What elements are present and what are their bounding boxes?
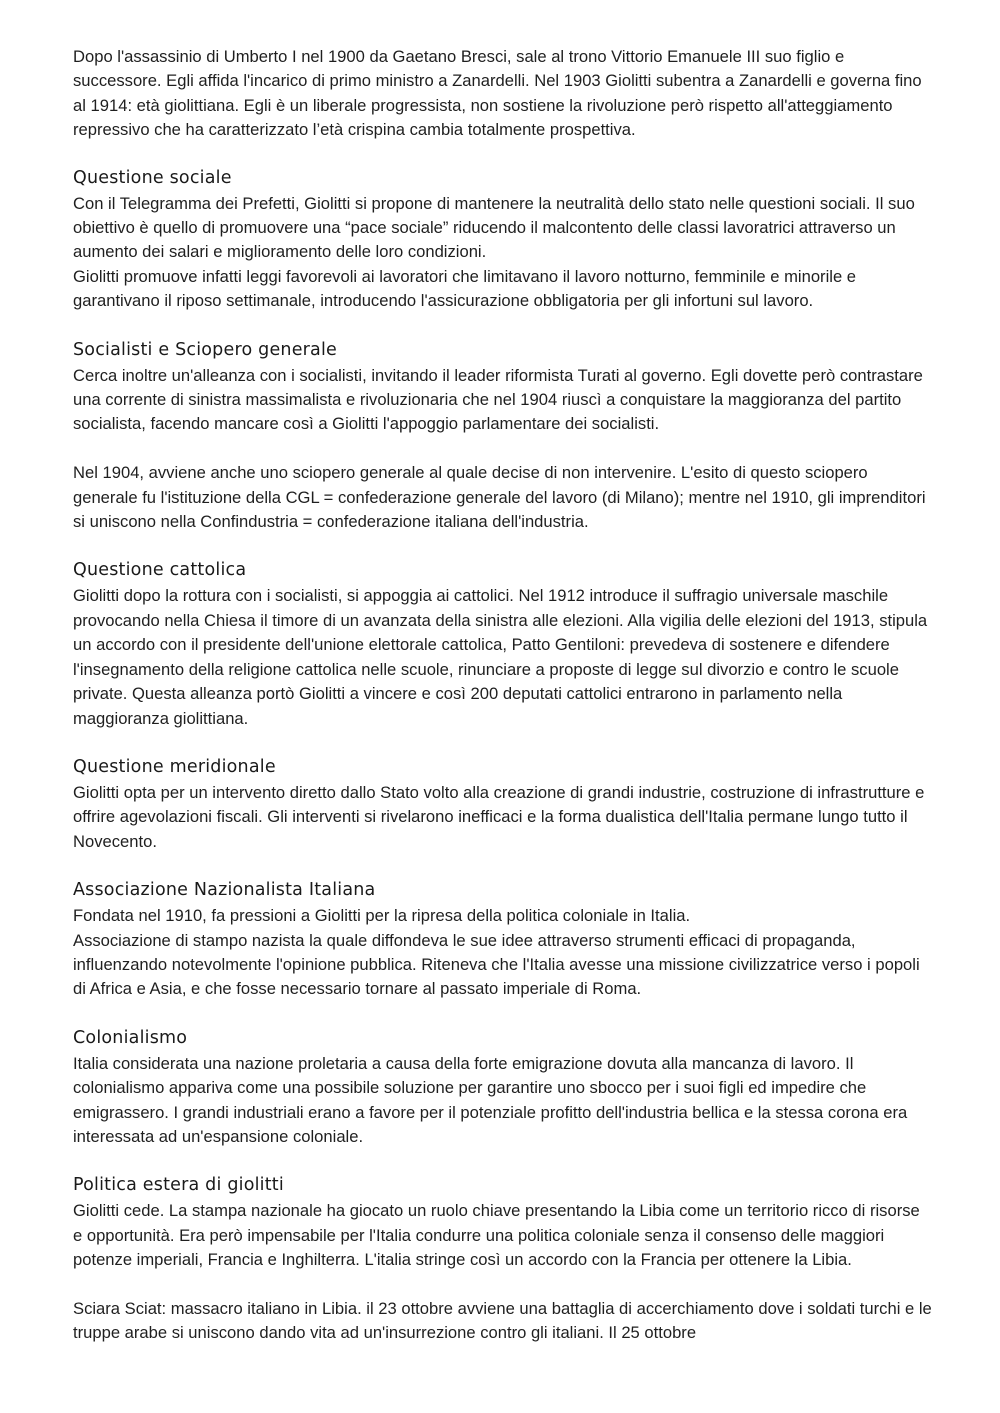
section-questione-cattolica xyxy=(73,559,933,730)
section-paragraph: Sciara Sciat: massacro italiano in Libia. il 23 ottobre avviene una battaglia di accerchiamento dove i soldati turchi e le truppe arabe si uniscono dando vita ad un'insurrezione contro gli italiani. Il 25 ottobre xyxy=(73,1299,932,1343)
section-paragraph: Associazione di stampo nazista la quale diffondeva le sue idee attraverso strumenti efficaci di propaganda, influenzando notevolmente l'opinione pubblica. Riteneva che l'Italia avesse una missione civilizzatrice verso i popoli di Africa e Asia, e che fosse necessario tornare al passato imperiale di Roma. xyxy=(73,930,920,999)
section-paragraph: Con il Telegramma dei Prefetti, Giolitti si propone di mantenere la neutralità dello stato nelle questioni sociali. Il suo obiettivo è quello di promuovere una “pace sociale” riducendo il malcontento delle classi lavoratrici attraverso un aumento dei salari e miglioramento delle loro condizioni. xyxy=(73,193,915,262)
section-associazione-nazionalista xyxy=(73,879,933,1002)
section-paragraph: Nel 1904, avviene anche uno sciopero generale al quale decise di non intervenire. L'esito di questo sciopero generale fu l'istituzione della CGL = confederazione generale del lavoro (di Milano); mentre nel 1910, gli imprenditori si uniscono nella Confindustria = confederazione italiana dell'industria. xyxy=(73,463,926,532)
document-page xyxy=(73,45,933,1346)
section-paragraph: Giolitti dopo la rottura con i socialisti, si appoggia ai cattolici. Nel 1912 introduce il suffragio universale maschile provocando nella Chiesa il timore di un avanzata della sinistra alle elezioni. Alla vigilia delle elezioni del 1913, stipula un accordo con il presidente dell'unione elettorale cattolica, Patto Gentiloni: prevedeva di sostenere e difendere l'insegnamento della religione cattolica nelle scuole, rinunciare a proposte di legge sul divorzio e contro le scuole private. Questa alleanza portò Giolitti a vincere e così 200 deputati cattolici entrarono in parlamento nella maggioranza giolittiana. xyxy=(73,586,928,728)
section-paragraph: Giolitti cede. La stampa nazionale ha giocato un ruolo chiave presentando la Libia come un territorio ricco di risorse e opportunità. Era però impensabile per l'Italia condurre una politica coloniale senza il consenso delle maggiori potenze imperiali, Francia e Inghilterra. L'italia stringe così un accordo con la Francia per ottenere la Libia. xyxy=(73,1201,920,1270)
section-heading: Questione meridionale xyxy=(73,756,276,777)
section-socialisti-sciopero xyxy=(73,339,933,535)
section-colonialismo xyxy=(73,1027,933,1150)
section-paragraph: Giolitti promuove infatti leggi favorevoli ai lavoratori che limitavano il lavoro notturno, femminile e minorile e garantivano il riposo settimanale, introducendo l'assicurazione obbligatoria per gli infortuni sul lavoro. xyxy=(73,266,857,311)
intro-paragraph: Dopo l'assassinio di Umberto I nel 1900 da Gaetano Bresci, sale al trono Vittorio Emanuele III suo figlio e successore. Egli affida l'incarico di primo ministro a Zanardelli. Nel 1903 Giolitti subentra a Zanardelli e governa fino al 1914: età giolittiana. Egli è un liberale progressista, non sostiene la rivoluzione però rispetto all'atteggiamento repressivo che ha caratterizzato l’età crispina cambia totalmente prospettiva. xyxy=(73,47,922,140)
section-heading: Socialisti e Sciopero generale xyxy=(73,339,338,360)
section-heading: Questione sociale xyxy=(73,167,232,188)
section-paragraph: Italia considerata una nazione proletaria a causa della forte emigrazione dovuta alla mancanza di lavoro. Il colonialismo appariva come una possibile soluzione per garantire uno sbocco per i suoi figli ed impedire che emigrassero. I grandi industriali erano a favore per il potenziale profitto dell'industria bellica e la stessa corona era interessata ad un'espansione coloniale. xyxy=(73,1053,908,1146)
section-paragraph: Fondata nel 1910, fa pressioni a Giolitti per la ripresa della politica coloniale in Italia. xyxy=(73,906,691,926)
section-heading: Associazione Nazionalista Italiana xyxy=(73,880,376,901)
section-questione-meridionale xyxy=(73,756,933,854)
section-paragraph: Giolitti opta per un intervento diretto dallo Stato volto alla creazione di grandi industrie, costruzione di infrastrutture e offrire agevolazioni fiscali. Gli interventi si rivelarono inefficaci e la forma dualistica dell'Italia permane lungo tutto il Novecento. xyxy=(73,782,925,851)
section-heading: Politica estera di giolitti xyxy=(73,1175,284,1196)
section-paragraph: Cerca inoltre un'alleanza con i socialisti, invitando il leader riformista Turati al governo. Egli dovette però contrastare una corrente di sinistra massimalista e rivoluzionaria che nel 1904 riuscì a conquistare la maggioranza del partito socialista, facendo mancare così a Giolitti l'appoggio parlamentare dei socialisti. xyxy=(73,365,923,434)
section-heading: Questione cattolica xyxy=(73,560,247,581)
section-questione-sociale xyxy=(73,167,933,314)
section-politica-estera xyxy=(73,1174,933,1345)
section-heading: Colonialismo xyxy=(73,1027,188,1048)
